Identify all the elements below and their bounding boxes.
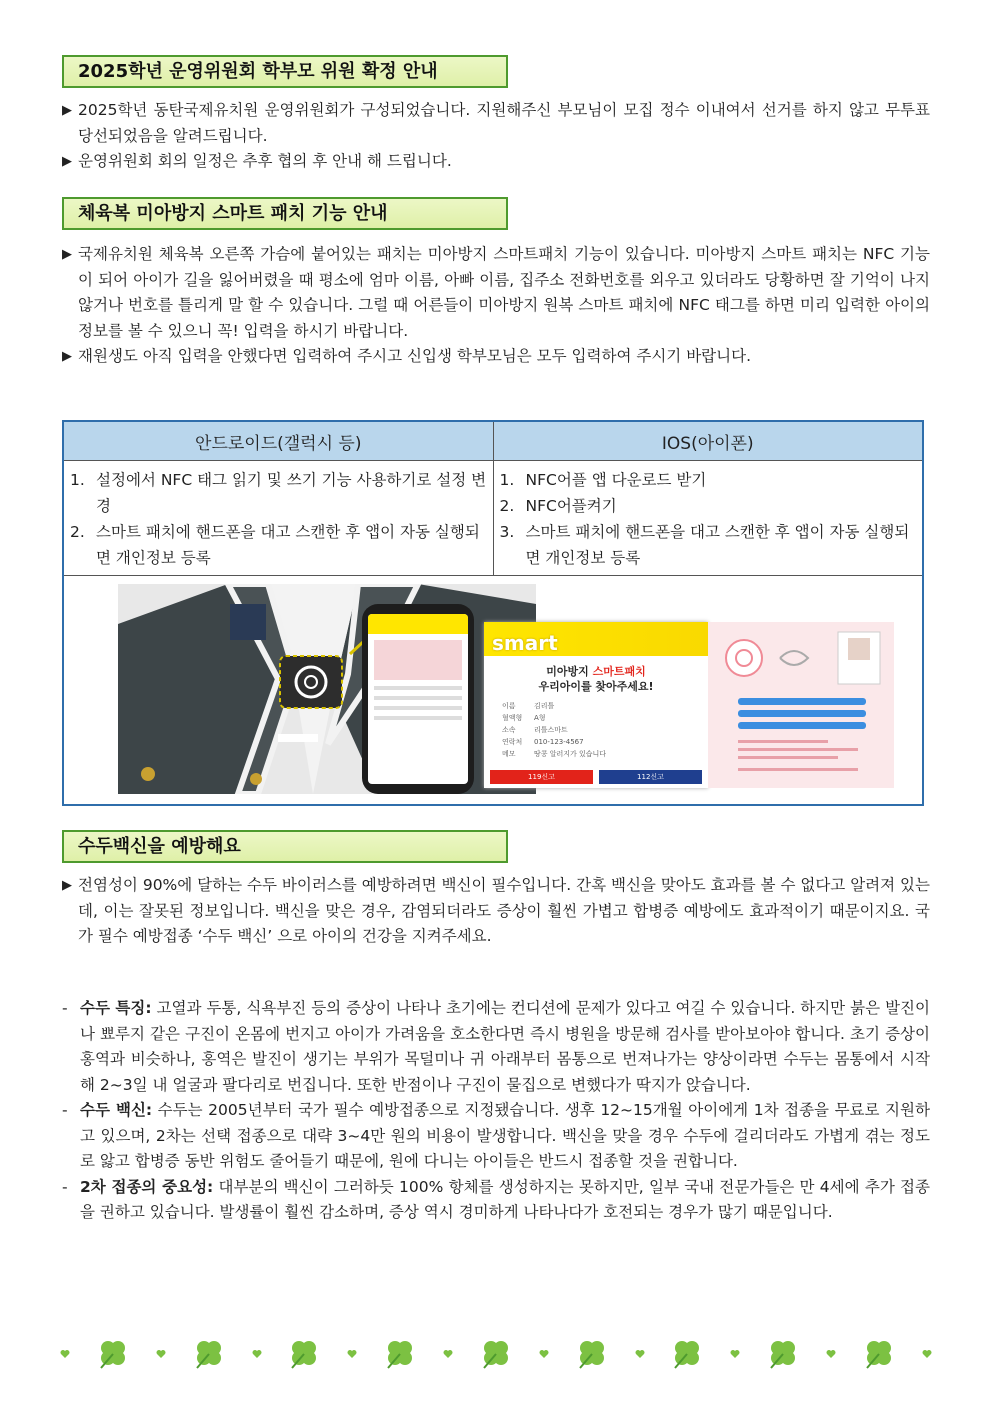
heart-icon (443, 1349, 453, 1359)
section-title-committee: 2025학년 운영위원회 학부모 위원 확정 안내 (62, 55, 508, 88)
clover-icon (382, 1336, 418, 1372)
ios-steps (493, 461, 923, 576)
smart-patch-illustration (63, 576, 923, 806)
android-header: 안드로이드(갤럭시 등) (63, 421, 493, 461)
heart-icon (826, 1349, 836, 1359)
smartphone-image (362, 604, 474, 794)
section-body-chickenpox (62, 873, 930, 950)
triangle-bullet-icon: ▶ (62, 154, 72, 169)
step-item: 3. 스마트 패치에 핸드폰을 대고 스캔한 후 앱이 자동 실행되면 개인정보 등록 (499, 523, 910, 567)
section-title-smart-patch: 체육복 미아방지 스마트 패치 기능 안내 (62, 197, 508, 230)
chickenpox-details (62, 996, 930, 1226)
bullet-item: ▶ 전염성이 90%에 달하는 수두 바이러스를 예방하려면 백신이 필수입니다. 간혹 백신을 맞아도 효과를 볼 수 없다고 알려져 있는데, 이는 잘못된 정보입니다. 백신을 맞은 경우, 감염되더라도 증상이 훨씬 가볍고 합병증 예방에도 효과적이기 때문이지요. 국가 필수 예방접종 ‘수두 백신’ 으로 아이의 건강을 지켜주세요. (62, 873, 930, 950)
app-info-row: 혈액형 A형 (502, 714, 546, 722)
bullet-item: ▶ 2025학년 동탄국제유치원 운영위원회가 구성되었습니다. 지원해주신 부모님이 모집 정수 이내여서 선거를 하지 않고 무투표 당선되었음을 알려드립니다. (62, 98, 930, 149)
section-title-chickenpox: 수두백신을 예방해요 (62, 830, 508, 863)
app-screenshot (484, 622, 708, 788)
heart-icon (252, 1349, 262, 1359)
ios-header: IOS(아이폰) (493, 421, 923, 461)
step-item: 1. NFC어플 앱 다운로드 받기 (499, 471, 707, 489)
phone-screen (368, 614, 468, 784)
app-info-row: 이름 김리틀 (502, 702, 555, 710)
clover-border-decoration (60, 1334, 932, 1374)
bullet-item: ▶ 재원생도 아직 입력을 안했다면 입력하여 주시고 신입생 학부모님은 모두 입력하여 주시기 바랍니다. (62, 344, 930, 370)
triangle-bullet-icon: ▶ (62, 103, 72, 118)
section-body-smart-patch (62, 242, 930, 370)
clover-icon (478, 1336, 514, 1372)
heart-icon (60, 1349, 70, 1359)
call-119-button: 119신고 (490, 770, 593, 784)
app-info-row: 메모 땅콩 알러지가 있습니다 (502, 750, 607, 758)
clover-icon (95, 1336, 131, 1372)
bullet-item: ▶ 운영위원회 회의 일정은 추후 협의 후 안내 해 드립니다. (62, 149, 930, 175)
triangle-bullet-icon: ▶ (62, 247, 72, 262)
heart-icon (347, 1349, 357, 1359)
heart-icon (730, 1349, 740, 1359)
triangle-bullet-icon: ▶ (62, 878, 72, 893)
app-buttons (490, 770, 702, 784)
heart-icon (922, 1349, 932, 1359)
detail-item: - 2차 접종의 중요성: 대부분의 백신이 그러하듯 100% 항체를 생성하지는 못하지만, 일부 국내 전문가들은 만 4세에 추가 접종을 권하고 있습니다. 발생률이 훨씬 감소하며, 증상 역시 경미하게 나타나다가 호전되는 경우가 많기 때문입니다. (62, 1177, 930, 1221)
clover-icon (191, 1336, 227, 1372)
heart-icon (539, 1349, 549, 1359)
call-112-button: 112신고 (599, 770, 702, 784)
app-info-drawing (708, 622, 894, 788)
clover-icon (669, 1336, 705, 1372)
app-info-row: 소속 리틀스마트 (502, 726, 568, 734)
clover-icon (286, 1336, 322, 1372)
clover-icon (861, 1336, 897, 1372)
clover-icon (765, 1336, 801, 1372)
step-item: 2. 스마트 패치에 핸드폰을 대고 스캔한 후 앱이 자동 실행되면 개인정보 등록 (70, 523, 480, 567)
app-header (484, 622, 708, 656)
nfc-guide-table (62, 420, 924, 806)
section-body-committee (62, 98, 930, 175)
app-info-panel (708, 622, 894, 788)
app-info-row: 연락처 010-123-4567 (502, 738, 584, 746)
step-item: 2. NFC어플켜기 (499, 497, 617, 515)
smart-logo: smart (492, 631, 558, 655)
app-title: 미아방지 스마트패치 우리아이를 찾아주세요! (538, 665, 654, 693)
bullet-item: ▶ 국제유치원 체육복 오른쪽 가슴에 붙어있는 패치는 미아방지 스마트패치 기능이 있습니다. 미아방지 스마트 패치는 NFC 기능이 되어 아이가 길을 잃어버렸을 때 평소에 엄마 이름, 아빠 이름, 집주소 전화번호를 외우고 있더라도 당황하면 잘 기억이 나지 않거나 번호를 틀리게 말 할 수 있습니다. 그럴 때 어른들이 미아방지 원복 스마트 패치에 NFC 태그를 하면 미리 입력한 아이의 정보를 볼 수 있으니 꼭! 입력을 하시기 바랍니다. (62, 242, 930, 344)
step-item: 1. 설정에서 NFC 태그 읽기 및 쓰기 기능 사용하기로 설정 변경 (70, 471, 487, 515)
detail-item: - 수두 특징: 고열과 두통, 식욕부진 등의 증상이 나타나 초기에는 컨디션에 문제가 있다고 여길 수 있습니다. 하지만 붉은 발진이나 뾰루지 같은 구진이 온몸에 번지고 아이가 가려움을 호소한다면 즉시 병원을 방문해 검사를 받아보아야 합니다. 초기 증상이 홍역과 비슷하나, 홍역은 발진이 생기는 부위가 목덜미나 귀 아래부터 몸통으로 번져나가는 양상이라면 수두는 몸통에서 시작해 2~3일 내 얼굴과 팔다리로 번집니다. 또한 반점이나 구진이 물집으로 변했다가 딱지가 앉습니다. (62, 999, 930, 1094)
heart-icon (156, 1349, 166, 1359)
detail-item: - 수두 백신: 수두는 2005년부터 국가 필수 예방접종으로 지정됐습니다. 생후 12~15개월 아이에게 1차 접종을 무료로 지원하고 있으며, 2차는 선택 접종으로 대략 3~4만 원의 비용이 발생합니다. 백신을 맞을 경우 수두에 걸리더라도 가볍게 겪는 정도로 앓고 합병증 동반 위험도 줄어들기 때문에, 원에 다니는 아이들은 반드시 접종할 것을 권합니다. (62, 1101, 930, 1170)
clover-icon (574, 1336, 610, 1372)
heart-icon (635, 1349, 645, 1359)
android-steps (63, 461, 493, 576)
triangle-bullet-icon: ▶ (62, 349, 72, 364)
